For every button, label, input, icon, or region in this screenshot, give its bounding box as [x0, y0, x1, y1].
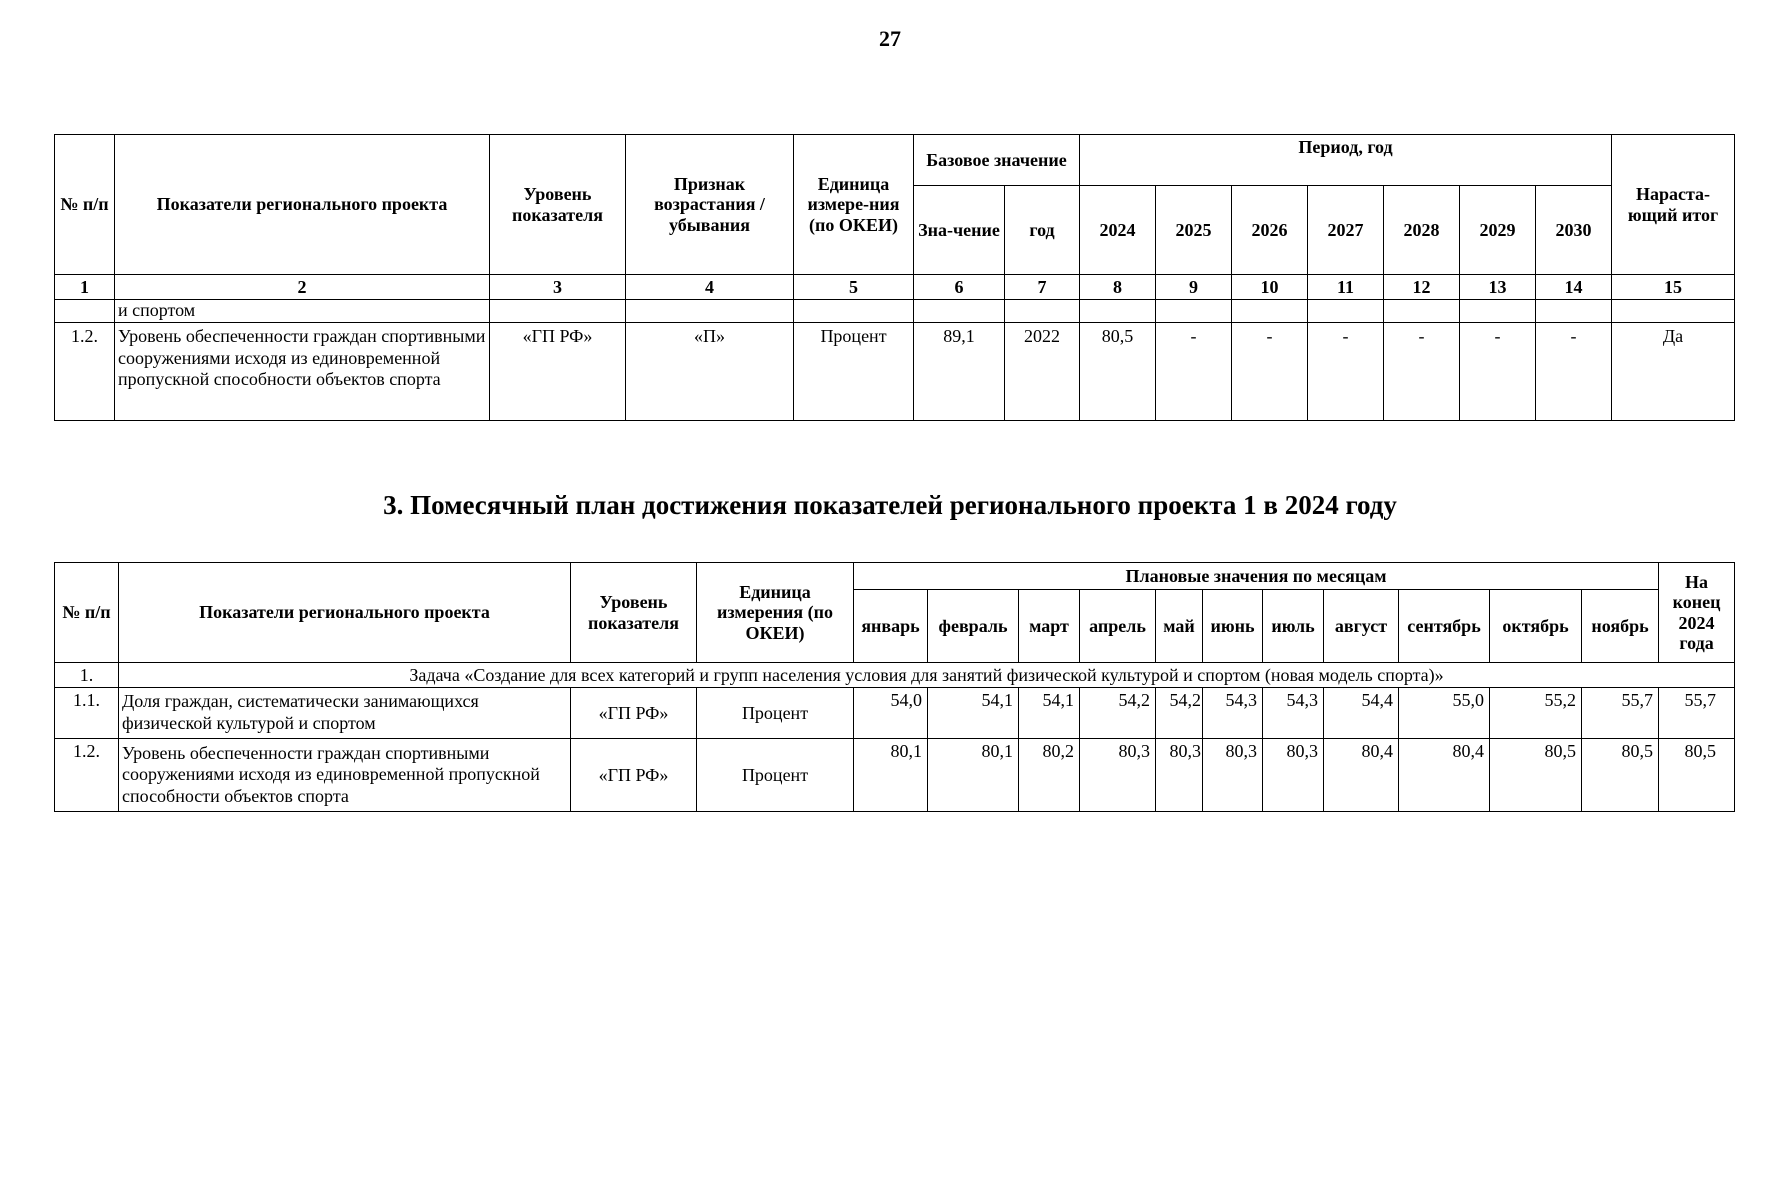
header-month: май	[1156, 590, 1203, 663]
row-base-value: 89,1	[914, 323, 1005, 421]
table-row	[55, 323, 1735, 421]
row-month-value: 80,4	[1324, 739, 1399, 812]
row-base-year: 2022	[1005, 323, 1080, 421]
header-month: август	[1324, 590, 1399, 663]
header-num: № п/п	[55, 135, 115, 275]
header-year: 2024	[1080, 186, 1156, 275]
column-number: 2	[115, 275, 490, 300]
row-month-value: 54,2	[1080, 688, 1156, 739]
column-number: 3	[490, 275, 626, 300]
row-year-value: -	[1536, 323, 1612, 421]
header-year: 2029	[1460, 186, 1536, 275]
row-unit: Процент	[697, 688, 854, 739]
header-month: октябрь	[1490, 590, 1582, 663]
row-num: 1.2.	[55, 739, 119, 812]
page-number: 27	[879, 26, 901, 51]
header-base: Базовое значение	[914, 135, 1080, 186]
header-num: № п/п	[55, 563, 119, 663]
row-year-value: -	[1156, 323, 1232, 421]
row-indicator: Уровень обеспеченности граждан спортивными сооружениями исходя из единовременной пропускной способности объектов спорта	[115, 323, 490, 421]
header-unit: Единица измере-ния (по ОКЕИ)	[794, 135, 914, 275]
row-level: «ГП РФ»	[571, 688, 697, 739]
row-month-value: 54,4	[1324, 688, 1399, 739]
regional-project-indicators-table	[54, 134, 1735, 421]
header-year: 2030	[1536, 186, 1612, 275]
header-base-year: год	[1005, 186, 1080, 275]
header-cumulative: Нараста-ющий итог	[1612, 135, 1735, 275]
header-level: Уровень показателя	[490, 135, 626, 275]
row-cumulative: Да	[1612, 323, 1735, 421]
row-month-value: 80,3	[1080, 739, 1156, 812]
task-text: Задача «Создание для всех категорий и групп населения условия для занятий физической культурой и спортом (новая модель спорта)»	[119, 663, 1735, 688]
row-sign: «П»	[626, 323, 794, 421]
row-month-value: 80,1	[854, 739, 928, 812]
row-indicator: Уровень обеспеченности граждан спортивными сооружениями исходя из единовременной пропускной способности объектов спорта	[119, 739, 571, 812]
continuation-text: и спортом	[115, 300, 490, 323]
header-unit: Единица измерения (по ОКЕИ)	[697, 563, 854, 663]
row-month-value: 55,0	[1399, 688, 1490, 739]
section-title: 3. Помесячный план достижения показателей регионального проекта 1 в 2024 году	[383, 490, 1397, 520]
header-month: сентябрь	[1399, 590, 1490, 663]
header-year: 2027	[1308, 186, 1384, 275]
row-year-value: -	[1384, 323, 1460, 421]
row-indicator: Доля граждан, систематически занимающихся физической культурой и спортом	[119, 688, 571, 739]
header-level: Уровень показателя	[571, 563, 697, 663]
column-number: 14	[1536, 275, 1612, 300]
row-unit: Процент	[794, 323, 914, 421]
row-month-value: 80,2	[1019, 739, 1080, 812]
header-monthly: Плановые значения по месяцам	[854, 563, 1659, 590]
row-month-value: 54,3	[1263, 688, 1324, 739]
row-end-of-year: 55,7	[1659, 688, 1735, 739]
column-number: 9	[1156, 275, 1232, 300]
column-number: 1	[55, 275, 115, 300]
column-number: 6	[914, 275, 1005, 300]
row-month-value: 54,1	[928, 688, 1019, 739]
row-year-value: 80,5	[1080, 323, 1156, 421]
table-row	[55, 739, 1735, 812]
row-month-value: 80,3	[1203, 739, 1263, 812]
column-number: 5	[794, 275, 914, 300]
header-month: июль	[1263, 590, 1324, 663]
header-month: февраль	[928, 590, 1019, 663]
continuation-row	[55, 300, 1735, 323]
header-month: январь	[854, 590, 928, 663]
task-num: 1.	[55, 663, 119, 688]
column-number: 12	[1384, 275, 1460, 300]
row-month-value: 55,7	[1582, 688, 1659, 739]
header-indicator: Показатели регионального проекта	[115, 135, 490, 275]
row-year-value: -	[1232, 323, 1308, 421]
header-year: 2026	[1232, 186, 1308, 275]
row-num: 1.1.	[55, 688, 119, 739]
header-year: 2028	[1384, 186, 1460, 275]
row-month-value: 80,3	[1263, 739, 1324, 812]
header-sign: Признак возрастания / убывания	[626, 135, 794, 275]
row-month-value: 54,0	[854, 688, 928, 739]
header-end-of-year: На конец 2024 года	[1659, 563, 1735, 663]
column-number: 11	[1308, 275, 1384, 300]
column-number: 13	[1460, 275, 1536, 300]
header-period: Период, год	[1080, 135, 1612, 186]
header-indicator: Показатели регионального проекта	[119, 563, 571, 663]
row-year-value: -	[1460, 323, 1536, 421]
row-month-value: 80,5	[1582, 739, 1659, 812]
row-month-value: 54,2	[1156, 688, 1203, 739]
header-year: 2025	[1156, 186, 1232, 275]
header-month: март	[1019, 590, 1080, 663]
row-month-value: 54,3	[1203, 688, 1263, 739]
row-end-of-year: 80,5	[1659, 739, 1735, 812]
header-month: апрель	[1080, 590, 1156, 663]
header-month: июнь	[1203, 590, 1263, 663]
column-number: 15	[1612, 275, 1735, 300]
header-month: ноябрь	[1582, 590, 1659, 663]
row-level: «ГП РФ»	[490, 323, 626, 421]
row-month-value: 54,1	[1019, 688, 1080, 739]
row-year-value: -	[1308, 323, 1384, 421]
column-number: 8	[1080, 275, 1156, 300]
column-number: 4	[626, 275, 794, 300]
column-number: 7	[1005, 275, 1080, 300]
task-row	[55, 663, 1735, 688]
table-row	[55, 688, 1735, 739]
row-level: «ГП РФ»	[571, 739, 697, 812]
row-month-value: 80,1	[928, 739, 1019, 812]
row-month-value: 80,5	[1490, 739, 1582, 812]
monthly-plan-table	[54, 562, 1735, 812]
row-month-value: 80,4	[1399, 739, 1490, 812]
column-number: 10	[1232, 275, 1308, 300]
row-month-value: 55,2	[1490, 688, 1582, 739]
row-unit: Процент	[697, 739, 854, 812]
row-month-value: 80,3	[1156, 739, 1203, 812]
row-num: 1.2.	[55, 323, 115, 421]
header-base-value: Зна-чение	[914, 186, 1005, 275]
